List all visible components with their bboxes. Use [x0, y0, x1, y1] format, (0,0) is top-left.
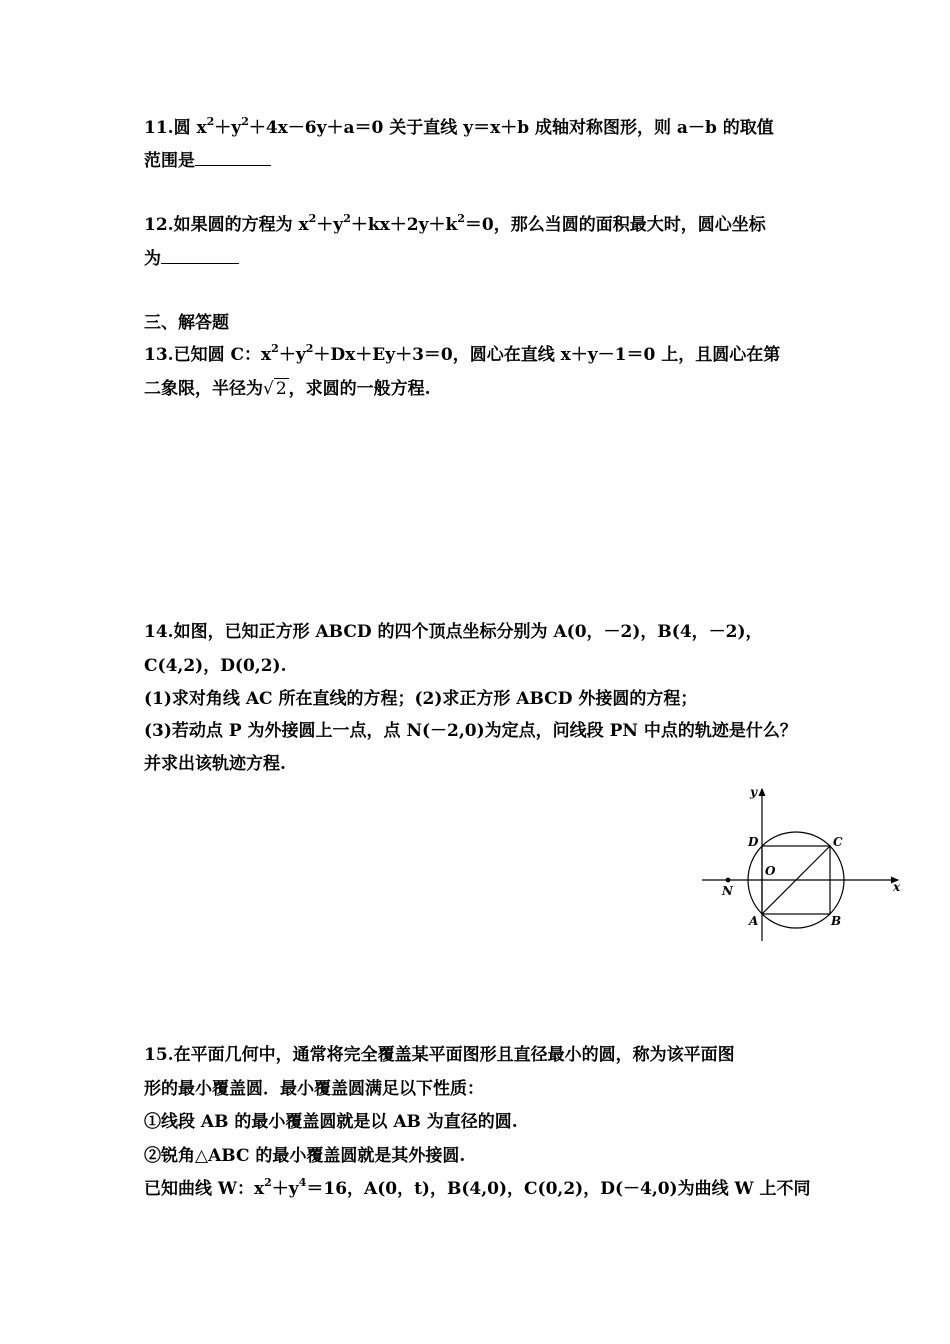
sqrt-sign: √ — [263, 379, 274, 399]
q12-text-2: 为 — [144, 249, 161, 269]
q11-text-b: ＋y — [214, 118, 242, 138]
point-n — [726, 878, 731, 883]
q13-text-a: 13.已知圆 C：x — [144, 345, 272, 365]
q11-line-2 — [144, 149, 271, 173]
q14-line-2: C(4,2)，D(0,2). — [144, 656, 287, 676]
q14-line-5: 并求出该轨迹方程. — [144, 754, 286, 774]
sqrt-radicand: 2 — [275, 379, 287, 399]
q13-sup-2: 2 — [305, 342, 314, 356]
q15-line-3: ①线段 AB 的最小覆盖圆就是以 AB 为直径的圆. — [144, 1112, 518, 1132]
q12-text-c: ＋kx＋2y＋k — [350, 215, 458, 235]
q12-line-2 — [144, 247, 239, 271]
q15-line-5 — [144, 1177, 811, 1201]
q14-line-4: (3)若动点 P 为外接圆上一点，点 N(－2,0)为定点，问线段 PN 中点的轨迹是什么？ — [144, 721, 797, 741]
q15-line-1: 15.在平面几何中，通常将完全覆盖某平面图形且直径最小的圆，称为该平面图 — [144, 1045, 735, 1065]
q12-text-d: ＝0，那么当圆的面积最大时，圆心坐标 — [464, 215, 766, 235]
q15-line-2: 形的最小覆盖圆．最小覆盖圆满足以下性质： — [144, 1079, 484, 1099]
q13-line-2 — [144, 377, 431, 401]
q11-answer-blank[interactable] — [195, 149, 271, 166]
q11-text-2: 范围是 — [144, 151, 195, 171]
q15-text-b: ＋y — [271, 1179, 299, 1199]
q12-sup-1: 2 — [308, 212, 317, 226]
q15-line-4: ②锐角△ABC 的最小覆盖圆就是其外接圆. — [144, 1146, 466, 1166]
label-d: D — [748, 835, 759, 849]
q11-line-1 — [144, 116, 774, 140]
q12-text-a: 12.如果圆的方程为 x — [144, 215, 309, 235]
q12-sup-3: 2 — [457, 212, 465, 226]
q12-text-b: ＋y — [316, 215, 344, 235]
q13-sup-1: 2 — [271, 342, 279, 356]
q15-sup-2: 4 — [298, 1176, 307, 1190]
origin-label: O — [765, 864, 776, 878]
q13-text-c: ＋Dx＋Ey＋3＝0，圆心在直线 x＋y－1＝0 上，且圆心在第 — [313, 345, 781, 365]
q11-text-c: ＋4x－6y＋a＝0 关于直线 y＝x＋b 成轴对称图形，则 a－b 的取值 — [248, 118, 774, 138]
q12-line-1 — [144, 213, 766, 237]
q14-line-1: 14.如图，已知正方形 ABCD 的四个顶点坐标分别为 A(0，－2)，B(4，－2)， — [144, 622, 763, 642]
label-c: C — [833, 835, 843, 849]
q12-answer-blank[interactable] — [161, 247, 239, 264]
q11-text-a: 11.圆 x — [144, 118, 207, 138]
q13-text-2a: 二象限，半径为 — [144, 379, 263, 399]
label-a: A — [749, 914, 759, 928]
q13-text-b: ＋y — [278, 345, 306, 365]
q13-text-2b: ，求圆的一般方程. — [288, 379, 431, 399]
q11-sup-1: 2 — [206, 115, 215, 129]
x-axis-label: x — [893, 880, 901, 894]
q15-text-a: 已知曲线 W：x — [144, 1179, 265, 1199]
section-heading: 三、解答题 — [144, 313, 229, 333]
q14-line-3: (1)求对角线 AC 所在直线的方程；(2)求正方形 ABCD 外接圆的方程； — [144, 689, 698, 709]
q15-text-c: ＝16，A(0，t)，B(4,0)，C(0,2)，D(－4,0)为曲线 W 上不同 — [306, 1179, 811, 1199]
sqrt-expression — [263, 377, 289, 401]
q11-sup-2: 2 — [241, 115, 249, 129]
q12-sup-2: 2 — [343, 212, 351, 226]
y-axis-label: y — [750, 785, 757, 799]
q15-sup-1: 2 — [264, 1176, 272, 1190]
square-circle-figure — [700, 783, 905, 945]
label-b: B — [831, 914, 842, 928]
q13-line-1 — [144, 343, 780, 367]
label-n: N — [722, 884, 733, 898]
